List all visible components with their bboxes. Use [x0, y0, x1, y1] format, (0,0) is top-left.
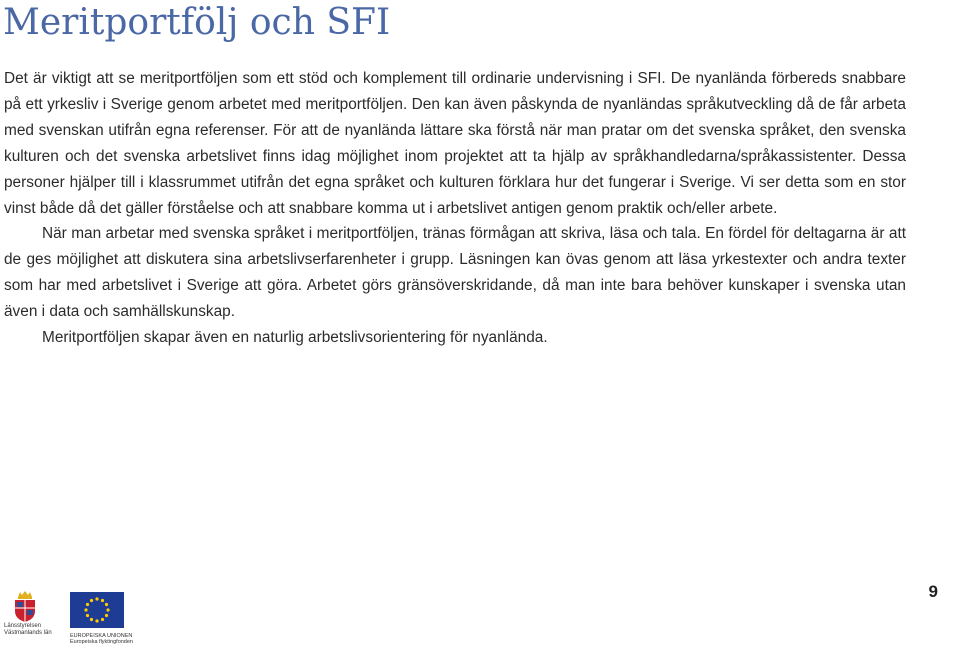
eu-line2: Europeiska flyktingfonden [70, 639, 133, 645]
eu-logo [70, 592, 133, 645]
lansstyrelsen-name: Länsstyrelsen [4, 623, 42, 629]
lansstyrelsen-subname: Västmanlands län [4, 630, 52, 636]
body-text [4, 66, 906, 351]
page-title: Meritportfölj och SFI [3, 2, 391, 43]
lansstyrelsen-logo [4, 591, 52, 637]
page-number: 9 [928, 582, 938, 601]
paragraph: Det är viktigt att se meritportföljen som ett stöd och komplement till ordinarie undervisning i SFI. De nyanlända förbereds snabbare på ett yrkesliv i Sverige genom arbetet med meritportföljen. Den kan även påskynda de nyanländas språkutveckling då de får arbeta med svenskan utifrån egna referenser. För att de nyanlända lättare ska förstå när man pratar om det svenska språket, den svenska kulturen och det svenska arbetslivet finns idag möjlighet inom projektet att ta hjälp av språkhandledarna/språkassistenter. Dessa personer hjälper till i klassrummet utifrån det egna språket och kulturen förklara hur det fungerar i Sverige. Vi ser detta som en stor vinst både då det gäller förståelse och att snabbare komma ut i arbetslivet antigen genom praktik och/eller arbete. [4, 70, 906, 217]
eu-flag-icon [70, 592, 124, 628]
paragraph: Meritportföljen skapar även en naturlig arbetslivsorientering för nyanlända. [42, 329, 548, 347]
paragraph: När man arbetar med svenska språket i meritportföljen, tränas förmågan att skriva, läsa och tala. En fördel för deltagarna är att de ges möjlighet att diskutera sina arbetslivserfarenheter i grupp. Läsningen kan övas genom att läsa yrkestexter och andra texter som har med arbetslivet i Sverige att göra. Arbetet görs gränsöverskridande, då man inte bara behöver kunskaper i svenska utan även i data och samhällskunskap. [4, 225, 906, 321]
county-crest-icon [12, 591, 38, 623]
eu-line1: EUROPEISKA UNIONEN [70, 633, 133, 639]
